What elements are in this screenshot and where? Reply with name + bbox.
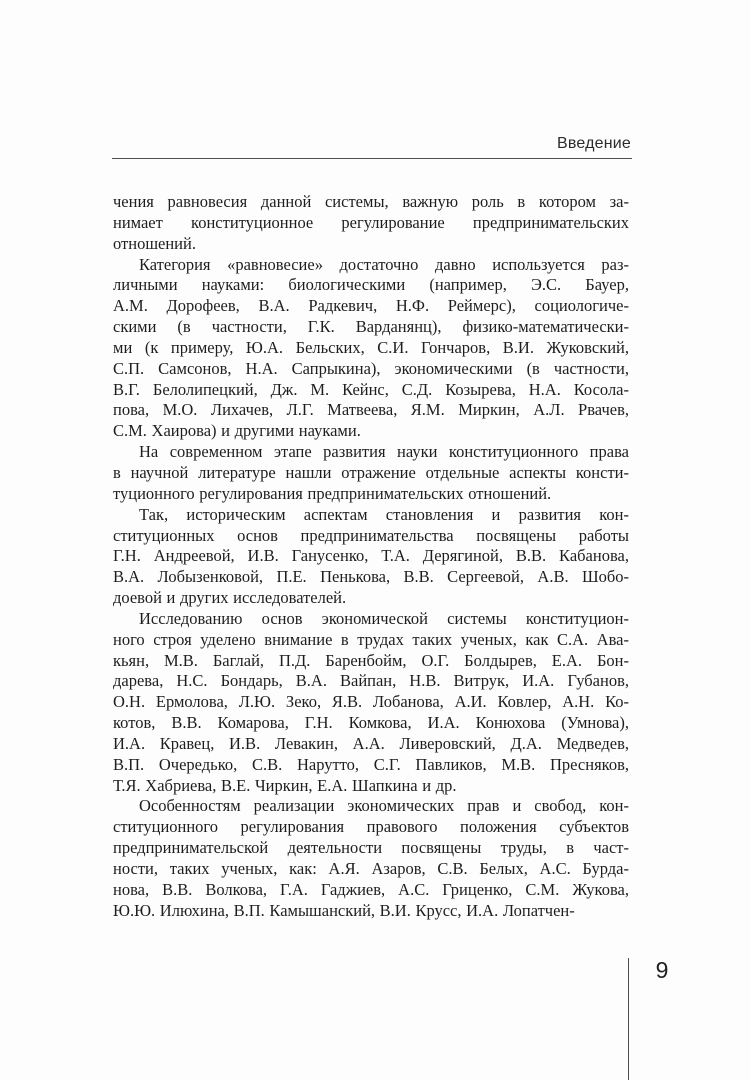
text-line: нова, В.В. Волкова, Г.А. Гаджиев, А.С. Гриценко, С.М. Жукова,	[113, 879, 629, 899]
text-line: Исследованию основ экономической системы конституцион-	[139, 608, 629, 628]
text-line: отношений.	[113, 233, 196, 253]
text-line: О.Н. Ермолова, Л.Ю. Зеко, Я.В. Лобанова, А.И. Ковлер, А.Н. Ко-	[113, 692, 629, 712]
text-line: В.Г. Белолипецкий, Дж. М. Кейнс, С.Д. Козырева, Н.А. Косола-	[113, 379, 629, 399]
text-line: ституционного регулирования правового положения субъектов	[113, 817, 629, 837]
text-line: Т.Я. Хабриева, В.Е. Чиркин, Е.А. Шапкина и др.	[113, 775, 457, 795]
text-line: Так, историческим аспектам становления и развития кон-	[139, 504, 629, 524]
paragraph	[113, 192, 629, 255]
header-rule	[112, 158, 632, 159]
text-line: предпринимательской деятельности посвящены труды, в част-	[113, 838, 629, 858]
text-line: в научной литературе нашли отражение отдельные аспекты консти-	[113, 462, 629, 482]
text-line: Категория «равновесие» достаточно давно используется раз-	[139, 254, 629, 274]
text-line: котов, В.В. Комарова, Г.Н. Комкова, И.А. Конюхова (Умнова),	[113, 713, 629, 733]
text-line: С.М. Хаирова) и другими науками.	[113, 421, 361, 441]
paragraph	[113, 442, 629, 505]
text-line: ституционных основ предпринимательства посвящены работы	[113, 525, 629, 545]
text-line: В.А. Лобызенковой, П.Е. Пенькова, В.В. Сергеевой, А.В. Шобо-	[113, 567, 629, 587]
paragraph	[113, 609, 629, 797]
paragraph	[113, 796, 629, 921]
text-line: пова, М.О. Лихачев, Л.Г. Матвеева, Я.М. Миркин, А.Л. Рвачев,	[113, 400, 629, 420]
text-line: кьян, М.В. Баглай, П.Д. Баренбойм, О.Г. Болдырев, Е.А. Бон-	[113, 650, 629, 670]
text-line: личными науками: биологическими (например, Э.С. Бауер,	[113, 275, 629, 295]
text-line: А.М. Дорофеев, В.А. Радкевич, Н.Ф. Реймерс), социологиче-	[113, 296, 629, 316]
text-line: чения равновесия данной системы, важную роль в котором за-	[113, 192, 629, 211]
text-line: скими (в частности, Г.К. Варданянц), физико-математически-	[113, 317, 629, 337]
text-line: Ю.Ю. Илюхина, В.П. Камышанский, В.И. Крусс, И.А. Лопатчен-	[113, 900, 575, 920]
text-line: На современном этапе развития науки конституционного права	[139, 442, 629, 462]
text-line: ного строя уделено внимание в трудах таких ученых, как С.А. Ава-	[113, 629, 629, 649]
text-line: туционного регулирования предпринимательских отношений.	[113, 483, 552, 503]
text-line: В.П. Очередько, С.В. Нарутто, С.Г. Павликов, М.В. Пресняков,	[113, 754, 629, 774]
paragraph	[113, 255, 629, 443]
text-line: доевой и других исследователей.	[113, 588, 347, 608]
text-line: И.А. Кравец, И.В. Левакин, А.А. Ливеровский, Д.А. Медведев,	[113, 733, 629, 753]
text-line: нимает конституционное регулирование предпринимательских	[113, 212, 629, 232]
running-header: Введение	[556, 135, 631, 152]
text-line: дарева, Н.С. Бондарь, В.А. Вайпан, Н.В. Витрук, И.А. Губанов,	[113, 671, 629, 691]
text-line: ми (к примеру, Ю.А. Бельских, С.И. Гончаров, В.И. Жуковский,	[113, 337, 629, 357]
page-number: 9	[655, 957, 669, 983]
text-line: С.П. Самсонов, Н.А. Сапрыкина), экономическими (в частности,	[113, 358, 629, 378]
body-text	[113, 192, 629, 922]
page-number-rule	[628, 958, 629, 1080]
text-line: ности, таких ученых, как: А.Я. Азаров, С.В. Белых, А.С. Бурда-	[113, 859, 629, 878]
text-line: Г.Н. Андреевой, И.В. Ганусенко, Т.А. Дерягиной, В.В. Кабанова,	[113, 546, 629, 566]
paragraph	[113, 505, 629, 609]
text-line: Особенностям реализации экономических прав и свобод, кон-	[139, 796, 629, 816]
